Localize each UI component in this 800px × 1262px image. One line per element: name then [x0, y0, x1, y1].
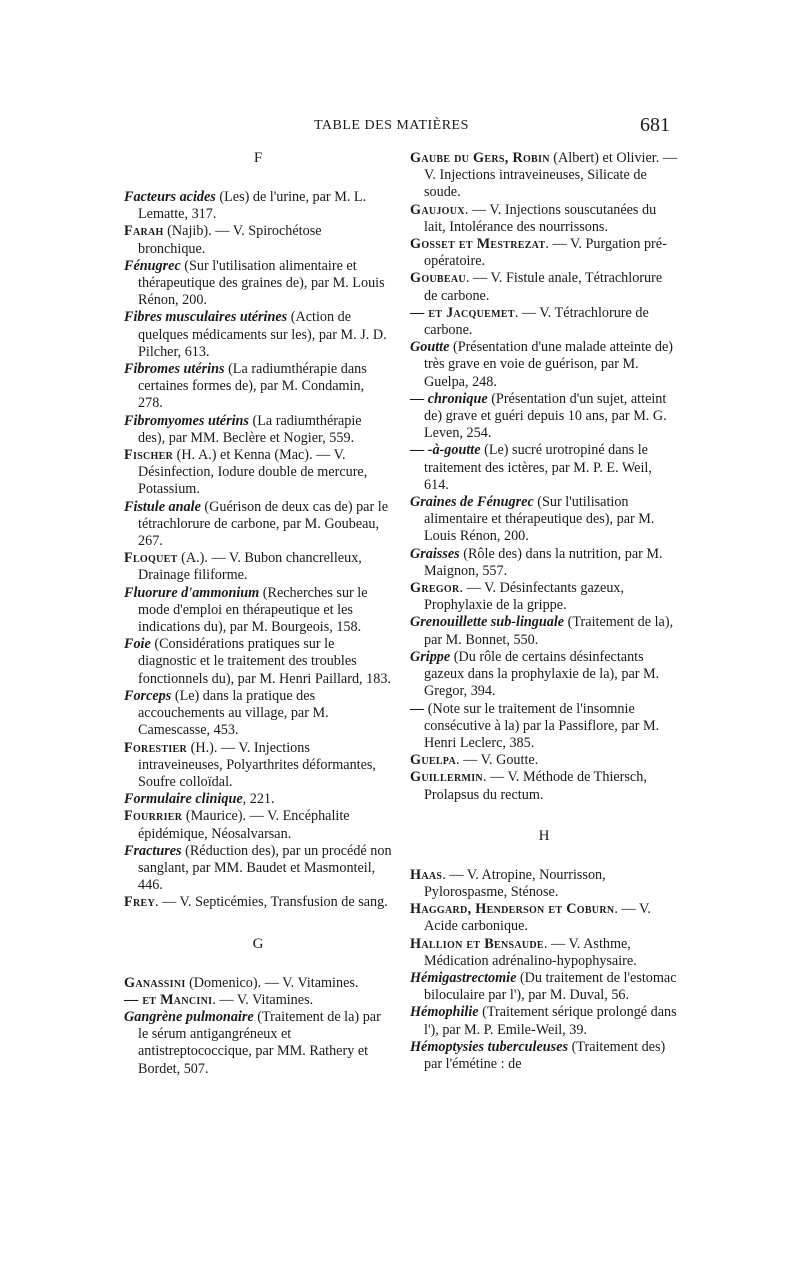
- index-list-g-continued: [410, 150, 678, 804]
- index-list-g: [124, 975, 392, 1078]
- index-entry: Graines de Fénugrec (Sur l'utilisation alimentaire et thérapeutique des), par M. Louis Rénon, 200.: [410, 494, 655, 545]
- index-entry: Fistule anale (Guérison de deux cas de) par le tétrachlorure de carbone, par M. Goubeau, 267.: [124, 498, 388, 550]
- index-entry: Forestier (H.). — V. Injections intraveineuses, Polyarthrites déformantes, Soufre colloïdal.: [124, 739, 376, 790]
- running-title: TABLE DES MATIÈRES: [314, 118, 469, 133]
- index-entry: Graisses (Rôle des) dans la nutrition, par M. Maignon, 557.: [410, 545, 663, 579]
- index-entry: — -à-goutte (Le) sucré urotropiné dans le traitement des ictères, par M. P. E. Weil, 614.: [410, 442, 652, 493]
- index-entry: Facteurs acides (Les) de l'urine, par M. L. Lematte, 317.: [124, 189, 367, 223]
- section-letter-f: F: [253, 150, 263, 166]
- index-entry: Gregor. — V. Désinfectants gazeux, Prophylaxie de la grippe.: [410, 580, 625, 614]
- index-entry: Fourrier (Maurice). — V. Encéphalite épidémique, Néosalvarsan.: [124, 808, 350, 842]
- index-entry: — et Jacquemet. — V. Tétrachlorure de carbone.: [410, 304, 649, 339]
- index-entry: — chronique (Présentation d'un sujet, atteint de) grave et guéri depuis 10 ans, par M. G. Leven, 254.: [410, 390, 667, 442]
- index-entry: Haas. — V. Atropine, Nourrisson, Pylorospasme, Sténose.: [410, 866, 606, 900]
- index-entry: Fibres musculaires utérines (Action de quelques médicaments sur les), par M. J. D. Pilcher, 613.: [124, 309, 387, 360]
- index-entry: Gangrène pulmonaire (Traitement de la) par le sérum antigangréneux et antistreptococcique, par MM. Rathery et Bordet, 507.: [124, 1008, 381, 1077]
- index-entry: Fluorure d'ammonium (Recherches sur le mode d'emploi en thérapeutique et les indications du), par M. Bourgeois, 158.: [124, 584, 368, 636]
- index-entry: Farah (Najib). — V. Spirochétose bronchique.: [124, 223, 322, 257]
- index-entry: Gaujoux. — V. Injections souscutanées du lait, Intolérance des nourrissons.: [410, 201, 657, 235]
- page-number: 681: [640, 114, 670, 136]
- index-entry: Floquet (A.). — V. Bubon chancrelleux, Drainage filiforme.: [124, 550, 362, 584]
- index-entry: Fractures (Réduction des), par un procédé non sanglant, par MM. Baudet et Masmonteil, 446.: [124, 842, 392, 894]
- index-entry: Guillermin. — V. Méthode de Thiersch, Prolapsus du rectum.: [410, 769, 647, 803]
- index-entry: Grippe (Du rôle de certains désinfectants gazeux dans la prophylaxie de la), par M. Gregor, 394.: [410, 648, 660, 700]
- index-list-h: [410, 867, 678, 1073]
- index-entry: Hémigastrectomie (Du traitement de l'estomac biloculaire par l'), par M. Duval, 56.: [410, 969, 677, 1004]
- index-entry: Goutte (Présentation d'une malade atteinte de) très grave en voie de guérison, par M. Guelpa, 248.: [410, 339, 673, 390]
- index-entry: Hémoptysies tuberculeuses (Traitement des) par l'émétine : de: [410, 1038, 666, 1072]
- index-entry: Fénugrec (Sur l'utilisation alimentaire et thérapeutique des graines de), par M. Louis Rénon, 200.: [124, 257, 385, 309]
- index-entry: — et Mancini. — V. Vitamines.: [124, 991, 314, 1008]
- index-entry: Formulaire clinique, 221.: [124, 791, 275, 808]
- index-list-f: [124, 189, 392, 912]
- index-entry: Forceps (Le) dans la pratique des accouchements au village, par M. Camescasse, 453.: [124, 687, 329, 739]
- index-entry: Grenouillette sub-linguale (Traitement de la), par M. Bonnet, 550.: [410, 614, 674, 648]
- index-entry: Guelpa. — V. Goutte.: [410, 752, 539, 769]
- index-entry: Gosset et Mestrezat. — V. Purgation pré-opératoire.: [410, 236, 667, 270]
- section-letter-h: H: [538, 827, 550, 844]
- index-entry: — (Note sur le traitement de l'insomnie consécutive à la) par la Passiflore, par M. Henri Leclerc, 385.: [410, 700, 660, 751]
- index-entry: Foie (Considérations pratiques sur le diagnostic et le traitement des troubles fonctionnels du), par M. Henri Paillard, 183.: [124, 636, 391, 687]
- index-entry: Hémophilie (Traitement sérique prolongé dans l'), par M. P. Emile-Weil, 39.: [410, 1004, 677, 1038]
- left-column: [124, 150, 392, 1078]
- index-entry: Fibromes utérins (La radiumthérapie dans certaines formes de), par M. Condamin, 278.: [124, 361, 367, 412]
- index-entry: Frey. — V. Septicémies, Transfusion de sang.: [124, 894, 388, 911]
- index-entry: Gaube du Gers, Robin (Albert) et Olivier. — V. Injections intraveineuses, Silicate de soude.: [410, 150, 678, 201]
- index-entry: Fischer (H. A.) et Kenna (Mac). — V. Désinfection, Iodure double de mercure, Potassium.: [124, 447, 368, 498]
- index-entry: Ganassini (Domenico). — V. Vitamines.: [124, 974, 359, 991]
- index-entry: Hallion et Bensaude. — V. Asthme, Médication adrénalino-hypophysaire.: [410, 935, 637, 969]
- index-entry: Haggard, Henderson et Coburn. — V. Acide carbonique.: [410, 901, 651, 935]
- index-entry: Goubeau. — V. Fistule anale, Tétrachlorure de carbone.: [410, 270, 663, 304]
- running-header: [130, 114, 670, 142]
- section-letter-g: G: [252, 935, 264, 952]
- index-entry: Fibromyomes utérins (La radiumthérapie des), par MM. Beclère et Nogier, 559.: [124, 412, 362, 446]
- right-column: [410, 150, 678, 1073]
